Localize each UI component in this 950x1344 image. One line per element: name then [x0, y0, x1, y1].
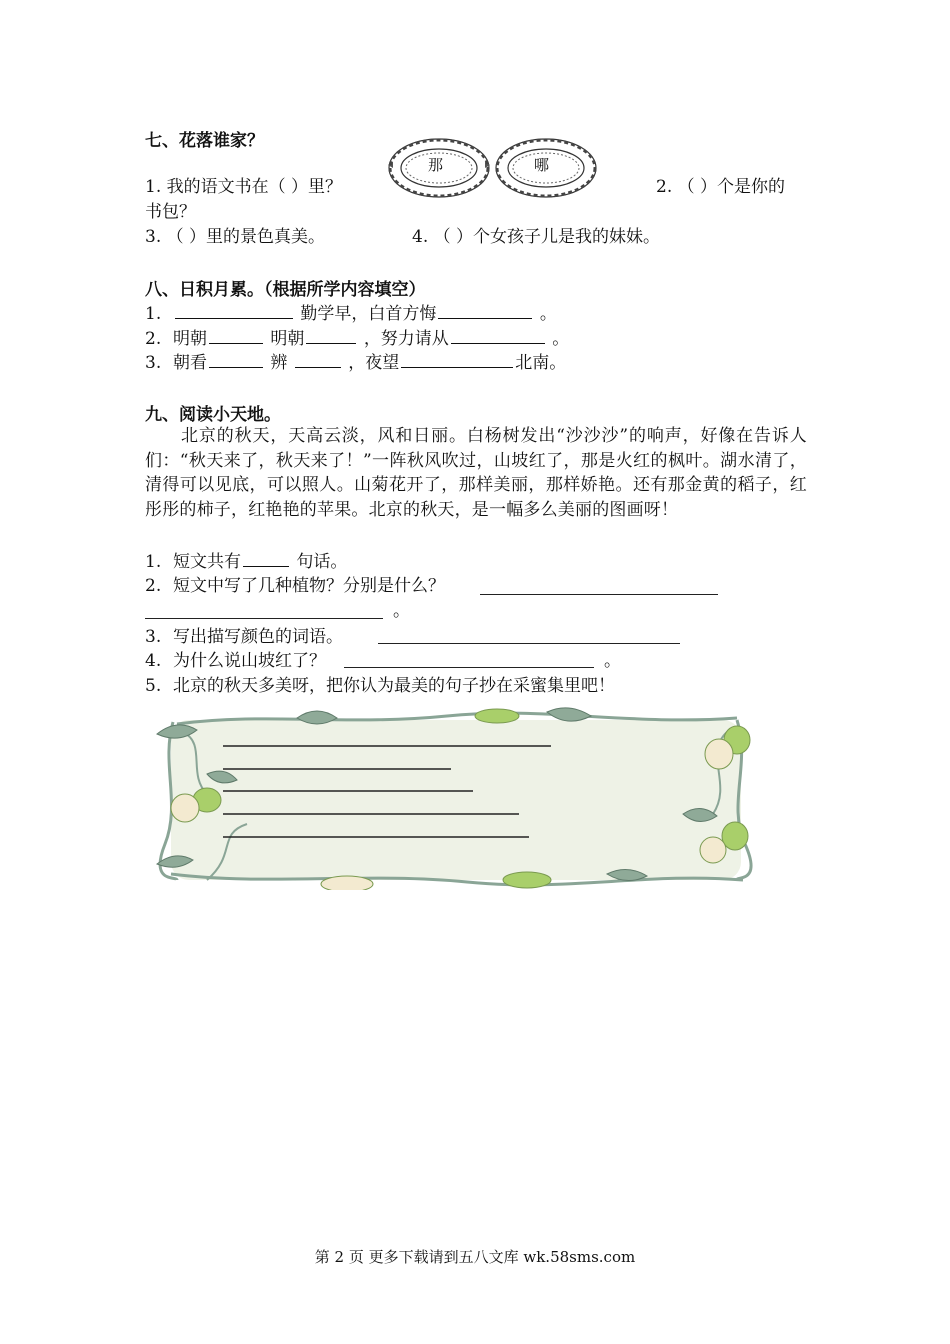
answer-line[interactable] [344, 667, 594, 668]
s8-item-text: ，努力请从 [363, 329, 449, 349]
section9-title: 九、阅读小天地。 [145, 405, 281, 425]
s8-item-tail: 北南。 [515, 353, 567, 373]
s9-q-tail: 句话。 [296, 552, 348, 572]
s8-item-tail: 。 [552, 329, 570, 349]
s9-q2-tail: 。 [393, 601, 410, 621]
flower-na-label: 那 [428, 156, 444, 174]
honey-collection-frame [147, 704, 763, 890]
s9-q-num: 3. [145, 627, 162, 647]
flower-na2-label: 哪 [534, 156, 550, 174]
s8-item-num: 1. [145, 304, 162, 324]
s9-q4 [145, 648, 326, 674]
reading-passage: 北京的秋天，天高云淡，风和日丽。白杨树发出“沙沙沙”的响声，好像在告诉人们：“秋天来了，秋天来了！”一阵秋风吹过，山坡红了，那是火红的枫叶。湖水清了，清得可以见底，可以照人。山菊花开了，那样美丽，那样娇艳。还有那金黄的稻子，红彤彤的柿子，红艳艳的苹果。北京的秋天，是一幅多么美丽的图画呀！ [145, 426, 807, 520]
s9-q-text: 短文中写了几种植物？分别是什么？ [173, 576, 445, 596]
s8-item-text: 明朝 [270, 329, 305, 349]
s8-item-text: 朝看 [173, 353, 207, 373]
s8-item-2 [145, 325, 569, 352]
blank-line[interactable] [175, 300, 293, 319]
s8-item-3 [145, 349, 566, 376]
s8-item-text: 勤学早，白首方悔 [300, 304, 437, 324]
s9-q1 [145, 548, 347, 575]
blank-line[interactable] [401, 349, 513, 368]
s9-q-text: 为什么说山坡红了？ [173, 651, 326, 671]
s8-item-text: 明朝 [173, 329, 207, 349]
s7-q2: 2. （ ）个是你的 [656, 177, 786, 197]
s7-q3: 3. （ ）里的景色真美。 [145, 227, 326, 247]
blank-line[interactable] [451, 325, 545, 344]
s8-item-1 [145, 300, 557, 327]
s8-item-tail: 。 [539, 304, 557, 324]
blank-line[interactable] [438, 300, 532, 319]
s7-q2-cont: 书包？ [145, 202, 196, 222]
s8-item-num: 3. [145, 353, 162, 373]
blank-line[interactable] [209, 325, 263, 344]
s8-item-text: ，夜望 [348, 353, 400, 373]
s7-q4: 4. （ ）个女孩子儿是我的妹妹。 [412, 227, 661, 247]
section7-title: 七、花落谁家？ [145, 131, 264, 151]
blank-line[interactable] [295, 349, 341, 368]
s8-item-text: 辨 [270, 353, 288, 373]
s9-q2 [145, 573, 445, 599]
s9-q-num: 1. [145, 552, 162, 572]
page-footer: 第 2 页 更多下载请到五八文库 wk.58sms.com [314, 1248, 636, 1266]
s9-q-num: 5. [145, 676, 162, 696]
answer-line[interactable] [145, 618, 383, 619]
s9-q5 [145, 673, 615, 699]
answer-line[interactable] [480, 594, 718, 595]
s9-q-text: 写出描写颜色的词语。 [173, 627, 343, 647]
blank-line[interactable] [209, 349, 263, 368]
s8-item-num: 2. [145, 329, 162, 349]
s9-q-text: 短文共有 [173, 552, 241, 572]
answer-line[interactable] [378, 643, 680, 644]
section8-title: 八、日积月累。（根据所学内容填空） [145, 280, 426, 300]
s9-q3 [145, 624, 343, 650]
s7-q1: 1. 我的语文书在（ ）里？ [145, 177, 343, 197]
s9-q-num: 2. [145, 576, 162, 596]
s9-q-text: 北京的秋天多美呀，把你认为最美的句子抄在采蜜集里吧！ [173, 676, 615, 696]
blank-line[interactable] [243, 548, 289, 567]
s9-q-num: 4. [145, 651, 162, 671]
s9-q4-tail: 。 [604, 651, 621, 671]
blank-line[interactable] [306, 325, 356, 344]
